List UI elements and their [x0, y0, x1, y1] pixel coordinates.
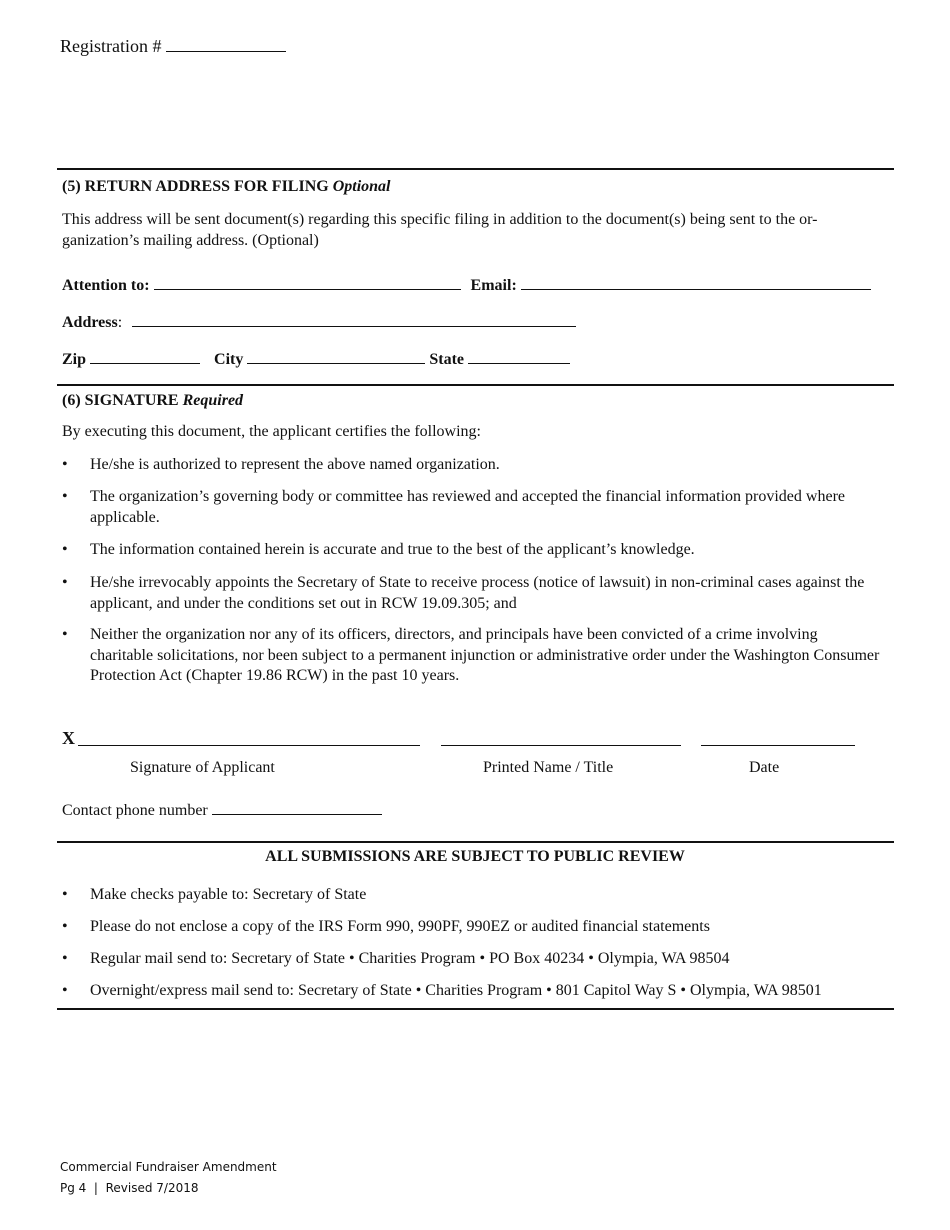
footer-page-info: Pg 4 | Revised 7/2018 — [60, 1181, 199, 1195]
certification-text: He/she irrevocably appoints the Secretary of State to receive process (notice of lawsuit) in non-criminal cases against the applicant, and under the conditions set out in RCW 19.09.305; and — [90, 574, 865, 612]
bullet-glyph: • — [62, 488, 68, 505]
section5-description-line1: This address will be sent document(s) regarding this specific filing in addition to the document(s) being sent to the or- — [62, 211, 818, 228]
city-input-line[interactable] — [247, 349, 425, 364]
section-divider — [57, 841, 894, 843]
printed-name-caption: Printed Name / Title — [483, 759, 614, 776]
notice-text: Regular mail send to: Secretary of State • Charities Program • PO Box 40234 • Olympia, WA 98504 — [90, 950, 730, 967]
city-label: City — [214, 351, 244, 368]
section-divider — [57, 1008, 894, 1010]
list-item — [62, 573, 882, 614]
address-row — [62, 312, 576, 332]
bullet-glyph: • — [62, 541, 68, 558]
section-divider — [57, 168, 894, 170]
address-label: Address — [62, 314, 118, 331]
list-item — [62, 949, 882, 970]
list-item — [62, 455, 882, 476]
bullet-glyph: • — [62, 456, 68, 473]
list-item — [62, 917, 882, 938]
section5-description-line2: ganization’s mailing address. (Optional) — [62, 232, 319, 249]
bullet-glyph: • — [62, 574, 68, 591]
section5-qualifier: Optional — [332, 178, 391, 195]
certification-text: The information contained herein is accurate and true to the best of the applicant’s knowledge. — [90, 541, 695, 558]
state-input-line[interactable] — [468, 349, 570, 364]
signature-input-line[interactable] — [78, 745, 420, 746]
address-input-line[interactable] — [132, 312, 576, 327]
section6-heading — [62, 392, 243, 410]
notice-text: Please do not enclose a copy of the IRS Form 990, 990PF, 990EZ or audited financial statements — [90, 918, 710, 935]
date-input-line[interactable] — [701, 745, 855, 746]
phone-input-line[interactable] — [212, 800, 382, 815]
section6-qualifier: Required — [182, 392, 244, 409]
certification-text: He/she is authorized to represent the above named organization. — [90, 456, 500, 473]
zip-input-line[interactable] — [90, 349, 200, 364]
footer-form-name: Commercial Fundraiser Amendment — [60, 1160, 277, 1174]
email-input-line[interactable] — [521, 275, 871, 290]
email-label: Email: — [470, 277, 517, 294]
certification-text: Neither the organization nor any of its officers, directors, and principals have been convicted of a crime involving charitable solicitations, nor been subject to a permanent injunction or administrative order under the Washington Consumer Protection Act (Chapter 19.86 RCW) in the past 10 years. — [90, 626, 880, 684]
bullet-glyph: • — [62, 626, 68, 643]
section5-description — [62, 209, 892, 251]
phone-label: Contact phone number — [62, 802, 208, 819]
attention-label: Attention to: — [62, 277, 150, 294]
notice-text: Make checks payable to: Secretary of State — [90, 886, 367, 903]
list-item — [62, 540, 882, 561]
registration-input-line[interactable] — [166, 37, 286, 52]
section6-intro: By executing this document, the applicant certifies the following: — [62, 423, 481, 440]
certification-text: The organization’s governing body or committee has reviewed and accepted the financial information provided where applicable. — [90, 488, 845, 526]
zip-city-state-row — [62, 349, 570, 369]
list-item — [62, 487, 882, 528]
registration-label: Registration # — [60, 36, 162, 56]
bullet-glyph: • — [62, 918, 68, 935]
list-item — [62, 885, 882, 906]
notice-title: ALL SUBMISSIONS ARE SUBJECT TO PUBLIC REVIEW — [265, 848, 685, 865]
section-divider — [57, 384, 894, 386]
signature-caption: Signature of Applicant — [130, 759, 275, 776]
bullet-glyph: • — [62, 886, 68, 903]
section5-title: (5) RETURN ADDRESS FOR FILING — [62, 178, 329, 195]
registration-field — [60, 36, 286, 57]
state-label: State — [429, 351, 464, 368]
list-item — [62, 981, 892, 1002]
attention-input-line[interactable] — [154, 275, 461, 290]
bullet-glyph: • — [62, 950, 68, 967]
printed-name-input-line[interactable] — [441, 745, 681, 746]
list-item — [62, 625, 882, 687]
zip-label: Zip — [62, 351, 87, 368]
phone-row — [62, 800, 382, 820]
section6-title: (6) SIGNATURE — [62, 392, 179, 409]
sign-mark: X — [62, 728, 75, 748]
address-colon: : — [117, 314, 123, 331]
section5-heading — [62, 178, 391, 196]
attention-email-row — [62, 275, 871, 295]
bullet-glyph: • — [62, 982, 68, 999]
date-caption: Date — [749, 759, 780, 776]
notice-text: Overnight/express mail send to: Secretary of State • Charities Program • 801 Capitol Way S • Olympia, WA 98501 — [90, 982, 822, 999]
